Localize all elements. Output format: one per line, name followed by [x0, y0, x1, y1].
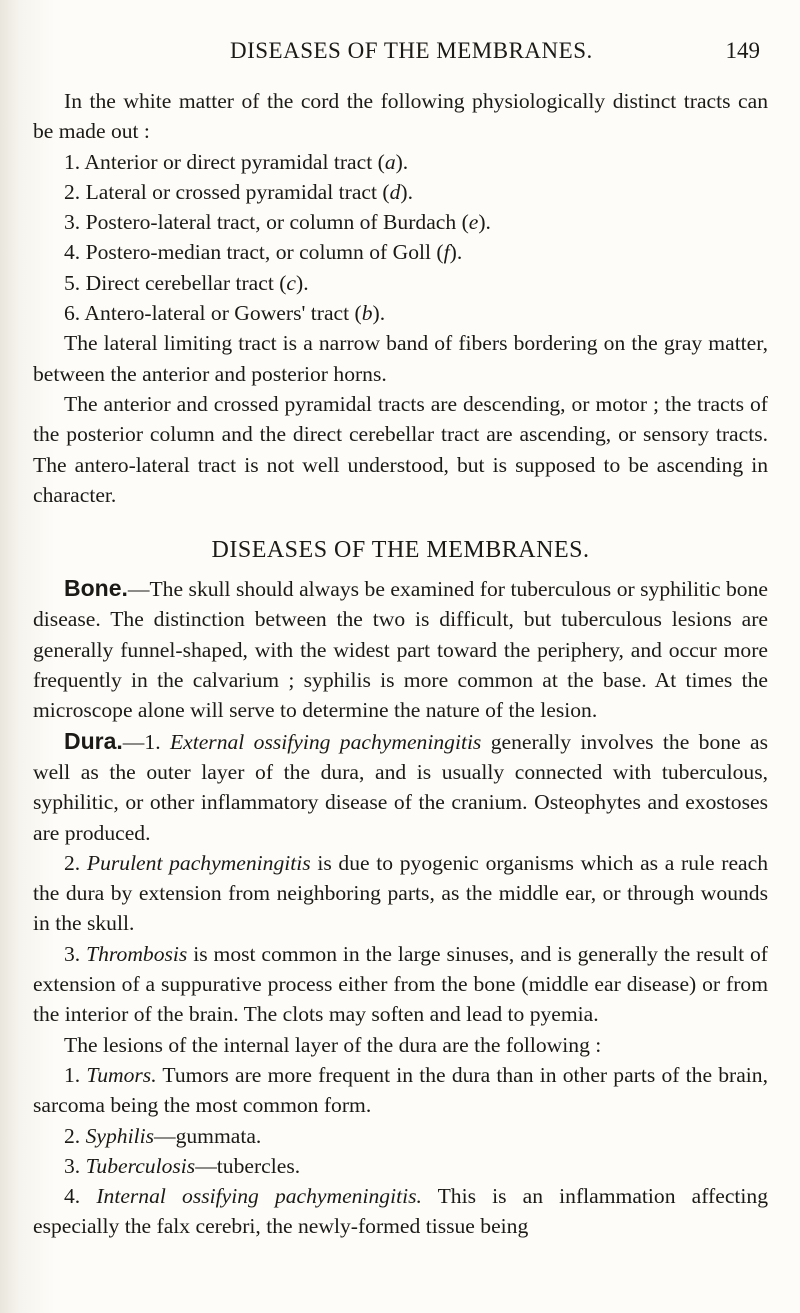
internal-item-4: 4. Internal ossifying pachymeningitis. This is an inflammation affecting especially the falx cerebri, the newly-formed tissue being	[33, 1184, 768, 1239]
dura-label: Dura.	[64, 727, 123, 754]
running-head	[0, 38, 800, 68]
internal-item-1: 1. Tumors. Tumors are more frequent in the dura than in other parts of the brain, sarcoma being the most common form.	[33, 1062, 768, 1118]
tract-item-1: 1. Anterior or direct pyramidal tract (a).	[64, 149, 409, 174]
tract-item-2: 2. Lateral or crossed pyramidal tract (d).	[64, 179, 413, 204]
internal-item-2: 2. Syphilis—gummata.	[64, 1123, 262, 1148]
body-text	[33, 86, 768, 1242]
purulent-paragraph: 2. Purulent pachymeningitis is due to pyogenic organisms which as a rule reach the dura by extension from neighboring parts, as the middle ear, or through wounds in the skull.	[33, 850, 768, 936]
tract-item-5: 5. Direct cerebellar tract (c).	[64, 270, 309, 295]
thrombosis-paragraph: 3. Thrombosis is most common in the large sinuses, and is generally the result of extension of a suppurative process either from the bone (middle ear disease) or from the interior of the brain. The clots may soften and lead to pyemia.	[33, 941, 769, 1027]
tracts-intro: In the white matter of the cord the following physiologically distinct tracts can be made out :	[33, 89, 768, 144]
descending-paragraph: The anterior and crossed pyramidal tracts are descending, or motor ; the tracts of the posterior column and the direct cerebellar tract are ascending, or sensory tracts. The antero-lateral tract is not well understood, but is supposed to be ascending in character.	[33, 391, 768, 507]
tract-item-4: 4. Postero-median tract, or column of Goll (f).	[64, 240, 463, 265]
dura-paragraph: Dura.—1. External ossifying pachymeningitis generally involves the bone as well as the outer layer of the dura, and is usually connected with tuberculous, syphilitic, or other inflammatory disease of the cranium. Osteophytes and exostoses are produced.	[33, 727, 769, 845]
internal-layer-intro: The lesions of the internal layer of the dura are the following :	[64, 1032, 602, 1057]
internal-item-3: 3. Tuberculosis—tubercles.	[64, 1153, 301, 1178]
lateral-limiting-paragraph: The lateral limiting tract is a narrow band of fibers bordering on the gray matter, between the anterior and posterior horns.	[33, 331, 768, 386]
section-heading: DISEASES OF THE MEMBRANES.	[211, 537, 590, 564]
tract-item-6: 6. Antero-lateral or Gowers' tract (b).	[64, 301, 386, 326]
running-title: DISEASES OF THE MEMBRANES.	[230, 38, 593, 63]
bone-paragraph: Bone.—The skull should always be examined for tuberculous or syphilitic bone disease. The distinction between the two is difficult, but tuberculous lesions are generally funnel-shaped, with the widest part toward the periphery, and occur more frequently in the calvarium ; syphilis is more common at the base. At times the microscope alone will serve to determine the nature of the lesion.	[33, 575, 768, 723]
bone-label: Bone.	[64, 575, 128, 602]
page-number: 149	[725, 38, 760, 63]
tract-item-3: 3. Postero-lateral tract, or column of Burdach (e).	[64, 210, 491, 235]
